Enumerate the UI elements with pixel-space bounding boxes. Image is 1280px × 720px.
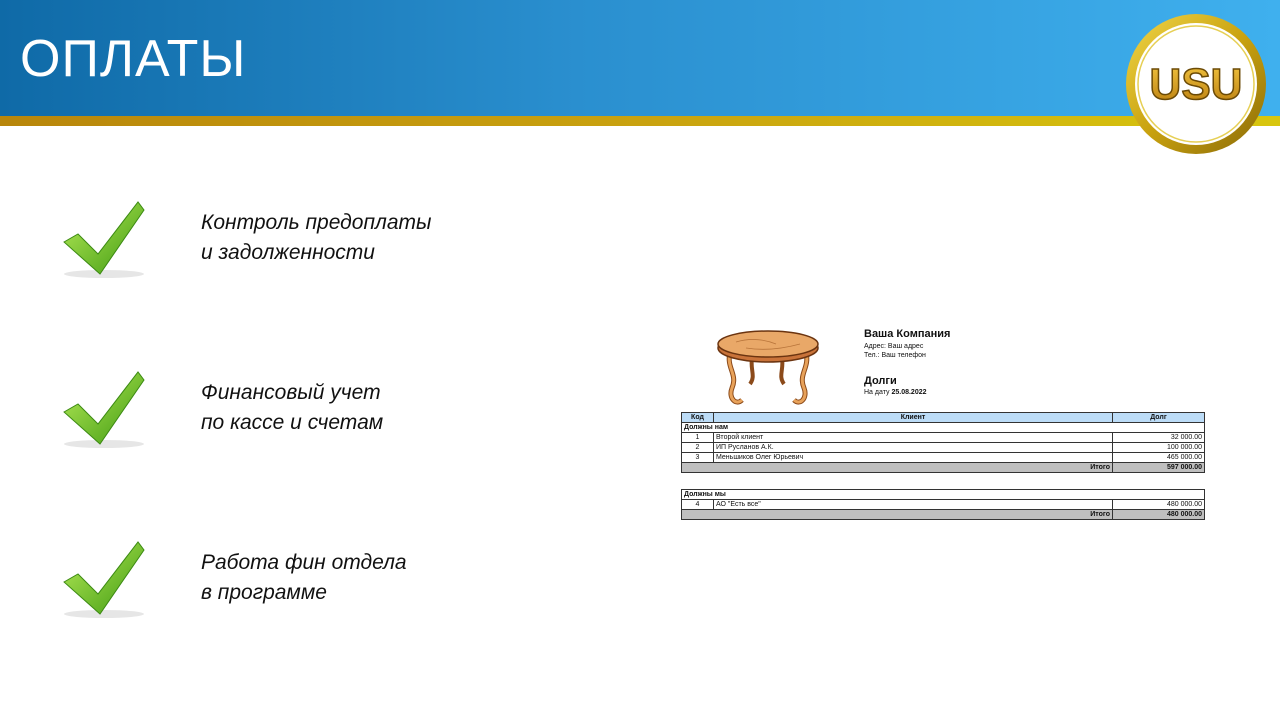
column-header-client: Клиент — [714, 413, 1113, 423]
table-row: 4 АО "Есть все" 480 000.00 — [682, 500, 1205, 510]
column-header-code: Код — [682, 413, 714, 423]
group-label: Должны мы — [682, 490, 1205, 500]
group-row — [682, 423, 1205, 433]
feature-text: Работа фин отдела в программе — [201, 551, 407, 604]
feature-text: Финансовый учет по кассе и счетам — [201, 381, 384, 434]
company-address: Адрес: Ваш адрес — [864, 343, 924, 350]
company-name: Ваша Компания — [864, 328, 951, 340]
report-date: На дату 25.08.2022 — [864, 389, 927, 396]
header-banner — [0, 0, 1280, 116]
checkmark-icon — [58, 368, 150, 450]
table-row: 2 ИП Русланов А.К. 100 000.00 — [682, 443, 1205, 453]
table-row: 1 Второй клиент 32 000.00 — [682, 433, 1205, 443]
column-header-debt: Долг — [1113, 413, 1205, 423]
total-label: Итого — [682, 463, 1113, 473]
group-row — [682, 490, 1205, 500]
logo-text: USU — [1149, 60, 1243, 109]
company-phone: Тел.: Ваш телефон — [864, 352, 926, 359]
total-value: 597 000.00 — [1113, 463, 1205, 473]
checkmark-icon — [58, 198, 150, 280]
debts-we-owe-table — [681, 489, 1205, 520]
feature-item — [58, 198, 618, 288]
report-title: Долги — [864, 375, 897, 387]
feature-text: Контроль предоплаты и задолженности — [201, 211, 432, 264]
total-value: 480 000.00 — [1113, 510, 1205, 520]
feature-item — [58, 368, 618, 458]
table-illustration-icon — [716, 326, 820, 410]
total-row — [682, 463, 1205, 473]
usu-logo — [1124, 12, 1268, 156]
total-row — [682, 510, 1205, 520]
header-stripe — [0, 116, 1280, 126]
table-row: 3 Меньшиков Олег Юрьевич 465 000.00 — [682, 453, 1205, 463]
total-label: Итого — [682, 510, 1113, 520]
feature-item — [58, 538, 618, 628]
checkmark-icon — [58, 538, 150, 620]
debt-report — [680, 326, 1206, 526]
table-header-row — [682, 413, 1205, 423]
debts-owed-to-us-table — [681, 412, 1205, 473]
group-label: Должны нам — [682, 423, 1205, 433]
page-title: ОПЛАТЫ — [20, 30, 247, 88]
